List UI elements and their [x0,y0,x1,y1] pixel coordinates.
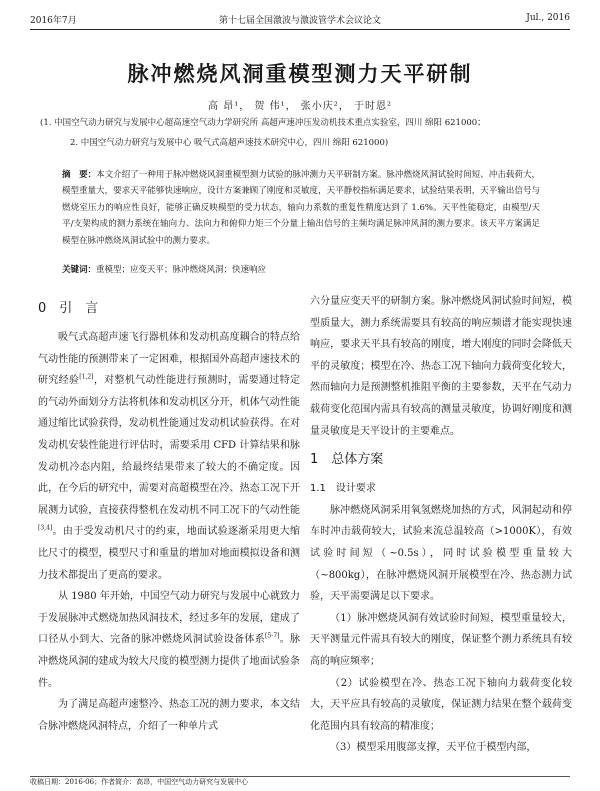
requirement-2: （2）试验模型在冷、热态工况下轴向力载荷变化较大，天平应具有较高的灵敏度，保证测力结果在整个载荷变化范围内具有较高的精准度； [310,677,572,732]
citation-ref: [3,4] [38,525,53,533]
paragraph-1-text: 吸气式高超声速飞行器机体和发动机高度耦合的特点给气动性能的预测带来了一定困难，根据国外高超声速技术的研究经验 [38,332,300,387]
footnote: 收稿日期：2016-06；作者简介：高昂，中国空气动力研究与发展中心 [30,776,570,791]
header-rule [30,29,570,30]
keywords-label: 关键词： [62,265,97,275]
affiliation-2: 2. 中国空气动力研究与发展中心 吸气式高超声速技术研究中心，四川 绵阳 621000) [70,138,389,148]
citation-ref: [1,2] [79,373,94,381]
paragraph-1 [38,327,300,586]
header-conference: 第十七届全国激波与激波管学术会议论文 [218,16,381,26]
paragraph-3-continued: 六分量应变天平的研制方案。脉冲燃烧风洞试验时间短，模型质量大，测力系统需要具有较高的响应频谱才能实现快速响应，要求天平具有较高的刚度，增大刚度的同时会降低天平的灵敏度；模型在冷、热态工况下轴向力载荷变化较大，然而轴向力是预测整机推阻平衡的主要参数，天平在气动力载荷变化范围内需具有较高的测量灵敏度，协调好刚度和测量灵敏度是天平设计的主要难点。 [310,296,572,437]
keywords [62,264,540,276]
section-heading-overall-scheme: 1 总体方案 [310,452,384,468]
requirement-3: （3）模型采用腹部支撑，天平位于模型内部， [330,742,537,754]
subsection-heading-design-requirements: 1.1 设计要求 [310,483,376,495]
paragraph-2-text: 从 1980 年开始，中国空气动力研究与发展中心就致力于发展脉冲式燃烧加热风洞技术，经过多年的发展，建成了口径从小到大、完备的脉冲燃烧风洞试验设备体系 [38,591,300,646]
header-date-en: Jul., 2016 [526,13,570,23]
keywords-text: 重模型；应变天平；脉冲燃烧风洞；快速响应 [96,265,267,275]
running-header [0,0,600,30]
section-heading-introduction: 0 引 言 [38,301,99,316]
paper-title: 脉冲燃烧风洞重模型测力天平研制 [127,62,473,86]
citation-ref: [5-7] [265,632,280,640]
right-column [310,291,572,759]
paragraph-2 [38,586,300,694]
paragraph-requirements: 脉冲燃烧风洞采用氧氢燃烧加热的方式，风洞起动和停车时冲击载荷较大，试验来流总温较高（>1000K），有效试验时间短（~0.5s），同时试验模型重量较大（~800kg），在脉冲燃烧风洞开展模型在冷、热态测力试验，天平需要满足以下要求。 [310,504,572,603]
header-date: 2016年7月 [30,16,77,26]
paragraph-2-text-b: 。脉冲燃烧风洞的建成为较大尺度的模型测力提供了地面试验条件。 [38,634,301,689]
abstract [62,167,540,249]
author-list: 高 昂¹， 贺 伟¹， 张小庆²， 于时恩² [208,101,392,112]
paragraph-3: 为了满足高超声速整冷、热态工况的测力要求，本文结合脉冲燃烧风洞特点，介绍了一种单片式 [38,699,300,732]
paragraph-1-text-b: ，对整机气动性能进行预测时，需要通过特定的气动外面划分方法将机体和发动机区分开，机体气动性能通过缩比试验获得，发动机性能通过发动机试验获得。在对发动机安装性能进行评估时，需要采用 CFD 计算结果和脉发动机冷态内阻，给最终结果带来了较大的不确定度。因此，在今后的研究中，需要对高超模型在冷、热态工况下开展测力试验，直接获得整机在发动机不同工况下的气动性能 [38,375,301,516]
affiliation-1: (1. 中国空气动力研究与发展中心超高速空气动力学研究所 高超声速冲压发动机技术重点实验室，四川 绵阳 621000； [40,118,486,128]
abstract-text: 本文介绍了一种用于脉冲燃烧风洞重模型测力试验的脉冲测力天平研制方案。脉冲燃烧风洞试验时间短、冲击载荷大，模型重量大，要求天平能够快速响应，设计方案兼顾了刚度和灵敏度，天平静校指标满足要求，试验结果表明，天平输出信号与燃烧室压力的响应性良好，能够正确反映模型的受力状态，轴向力系数的重复性精度达到了 1.6%。天平性能稳定，由模型/天平/支架构成的测力系统在轴向力、法向力和俯仰力矩三个分量上输出信号的主频均满足脉冲风洞的测力要求。该天平方案满足模型在脉冲燃烧风洞试验中的测力要求。 [62,170,540,246]
abstract-label: 摘 要： [62,170,97,180]
requirement-1: （1）脉冲燃烧风洞有效试验时间短，模型重量较大，天平测量元件需具有较大的刚度，保证整个测力系统具有较高的响应频率； [310,612,572,667]
left-column [38,291,300,737]
paragraph-1-text-c: 。由于受发动机尺寸的约束，地面试验逐渐采用更大缩比尺寸的模型，模型尺寸和重量的增加对地面模拟设备和测力技术都提出了更高的要求。 [38,526,300,581]
